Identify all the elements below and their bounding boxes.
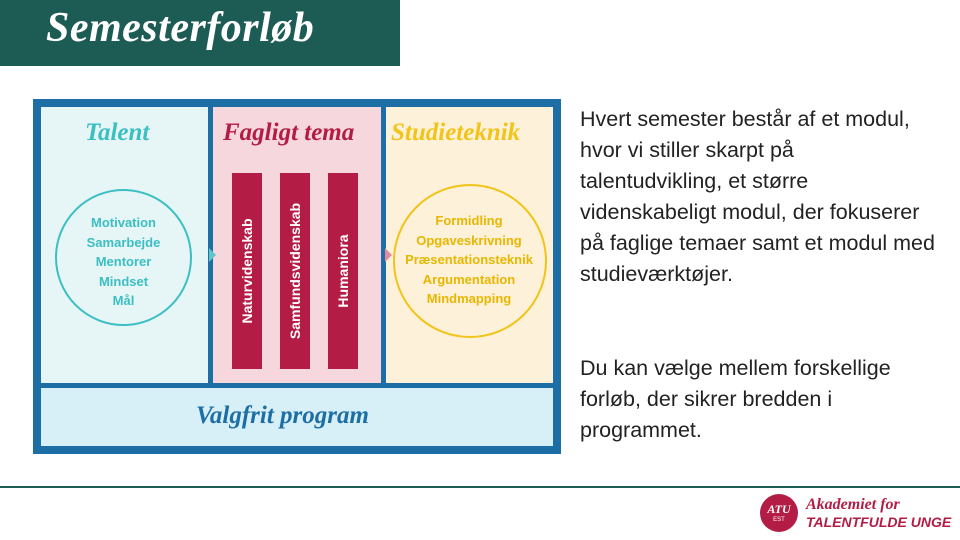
bar-humaniora: Humaniora xyxy=(328,173,358,369)
semester-diagram xyxy=(33,99,561,454)
arrow-icon xyxy=(209,248,216,262)
valgfrit-title: Valgfrit program xyxy=(196,402,369,429)
list-item: Mindset xyxy=(98,273,149,289)
faglig-title: Fagligt tema xyxy=(223,119,355,146)
list-item: Formidling xyxy=(435,213,503,228)
list-item: Argumentation xyxy=(422,271,516,287)
list-item: Motivation xyxy=(91,215,156,230)
page-title: Semesterforløb xyxy=(46,5,315,51)
list-item: Mentorer xyxy=(95,254,152,269)
studie-list xyxy=(389,211,549,309)
atu-logo-badge: ATU EST xyxy=(760,494,798,532)
list-item: Mindmapping xyxy=(426,291,512,306)
logo-line-1: Akademiet for xyxy=(806,496,900,513)
bar-naturvidenskab: Naturvidenskab xyxy=(232,173,262,369)
talent-title: Talent xyxy=(85,119,150,146)
list-item: Præsentationsteknik xyxy=(405,252,533,267)
list-item: Opgaveskrivning xyxy=(416,232,522,248)
logo-line-2: TALENTFULDE UNGE xyxy=(806,514,952,530)
list-item: Samarbejde xyxy=(86,234,161,250)
bar-samfundsvidenskab: Samfundsvidenskab xyxy=(280,173,310,369)
studie-title: Studieteknik xyxy=(391,119,521,146)
footer-divider xyxy=(0,486,960,488)
talent-list xyxy=(57,213,190,311)
description-paragraph-1: Hvert semester består af et modul, hvor vi stiller skarpt på talentudvikling, et større videnskabeligt modul, der fokuserer på faglige temaer samt et modul med studieværktøjer. xyxy=(580,107,935,286)
list-item: Mål xyxy=(112,293,135,308)
description-paragraph-2: Du kan vælge mellem forskellige forløb, der sikrer bredden i programmet. xyxy=(580,356,891,442)
title-bar xyxy=(0,0,400,66)
